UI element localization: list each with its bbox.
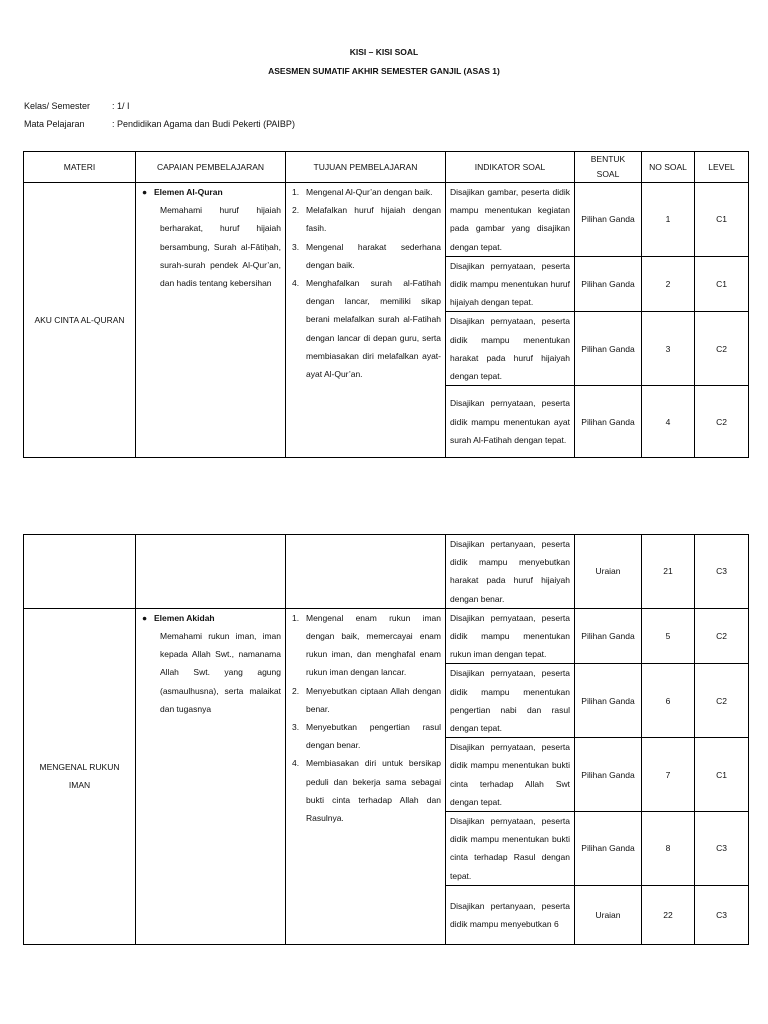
level-cell: C1 <box>695 256 749 312</box>
bentuk-cell: Uraian <box>575 535 642 609</box>
level-cell: C3 <box>695 535 749 609</box>
bentuk-cell: Pilihan Ganda <box>575 183 642 257</box>
table-row <box>24 183 749 257</box>
kisi-table-2 <box>23 534 749 945</box>
indikator-cell: Disajikan pernyataan, peserta didik mampu menentukan ayat surah Al-Fatihah dengan tepat. <box>446 386 575 458</box>
indikator-cell: Disajikan pernyataan, peserta didik mampu menentukan rukun iman dengan tepat. <box>446 608 575 664</box>
no-soal-cell: 8 <box>642 812 695 886</box>
meta-mapel <box>24 119 295 129</box>
col-header-tujuan: TUJUAN PEMBELAJARAN <box>286 152 446 183</box>
bentuk-cell: Pilihan Ganda <box>575 812 642 886</box>
no-soal-cell: 2 <box>642 256 695 312</box>
indikator-cell: Disajikan pertanyaan, peserta didik mampu menyebutkan 6 <box>446 885 575 944</box>
tujuan-list <box>290 183 441 383</box>
level-cell: C2 <box>695 312 749 386</box>
bentuk-cell: Pilihan Ganda <box>575 664 642 738</box>
capaian-cell <box>136 183 286 458</box>
table-header-row <box>24 152 749 183</box>
tujuan-item: 4. Menghafalkan surah al-Fatihah dengan lancar, memiliki sikap berani melafalkan surah al-Fatihah dengan lancar di depan guru, serta membiasakan diri melafalkan ayat-ayat Al-Qur’an. <box>292 278 441 380</box>
tujuan-cell <box>286 183 446 458</box>
kisi-table-1 <box>23 151 749 458</box>
document-subtitle: ASESMEN SUMATIF AKHIR SEMESTER GANJIL (ASAS 1) <box>268 66 500 76</box>
capaian-body: Memahami rukun iman, iman kepada Allah Swt., namanama Allah Swt. yang agung (asmaulhusna), serta malaikat dan tugasnya <box>160 631 281 714</box>
no-soal-cell: 3 <box>642 312 695 386</box>
tujuan-item: 1. Mengenal enam rukun iman dengan baik, memercayai enam rukun iman, dan menghafal enam rukun iman dengan lancar. <box>292 612 441 678</box>
capaian-title: ● Elemen Akidah <box>142 612 215 623</box>
level-cell: C3 <box>695 885 749 944</box>
no-soal-cell: 4 <box>642 386 695 458</box>
bentuk-cell: Pilihan Ganda <box>575 738 642 812</box>
level-cell: C2 <box>695 664 749 738</box>
table-row <box>24 608 749 664</box>
bentuk-cell: Uraian <box>575 885 642 944</box>
col-header-indikator: INDIKATOR SOAL <box>446 152 575 183</box>
materi-cell: MENGENAL RUKUN IMAN <box>24 608 136 944</box>
indikator-cell: Disajikan pernyataan, peserta didik mampu menentukan huruf hijaiyah dengan tepat. <box>446 256 575 312</box>
no-soal-cell: 21 <box>642 535 695 609</box>
no-soal-cell: 6 <box>642 664 695 738</box>
level-cell: C1 <box>695 183 749 257</box>
no-soal-cell: 22 <box>642 885 695 944</box>
capaian-cell-empty <box>136 535 286 609</box>
col-header-no: NO SOAL <box>642 152 695 183</box>
materi-cell: AKU CINTA AL-QURAN <box>24 183 136 458</box>
no-soal-cell: 1 <box>642 183 695 257</box>
indikator-cell: Disajikan pertanyaan, peserta didik mampu menyebutkan harakat pada huruf hijaiyah dengan benar. <box>446 535 575 609</box>
capaian-cell <box>136 608 286 944</box>
tujuan-cell <box>286 608 446 944</box>
tujuan-item: 2. Melafalkan huruf hijaiah dengan fasih. <box>292 205 441 234</box>
bentuk-cell: Pilihan Ganda <box>575 312 642 386</box>
col-header-level: LEVEL <box>695 152 749 183</box>
mapel-value: : Pendidikan Agama dan Budi Pekerti (PAIBP) <box>112 119 295 129</box>
tujuan-item: 1. Mengenal Al-Qur’an dengan baik. <box>292 187 433 197</box>
bentuk-cell: Pilihan Ganda <box>575 608 642 664</box>
no-soal-cell: 5 <box>642 608 695 664</box>
kelas-label: Kelas/ Semester <box>24 101 91 111</box>
capaian-title: ● Elemen Al-Quran <box>142 187 223 197</box>
tujuan-list <box>290 609 441 827</box>
indikator-cell: Disajikan pernyataan, peserta didik mampu menentukan pengertian nabi dan rasul dengan tepat. <box>446 664 575 738</box>
col-header-materi: MATERI <box>24 152 136 183</box>
meta-kelas <box>24 101 130 111</box>
bentuk-cell: Pilihan Ganda <box>575 386 642 458</box>
table-row <box>24 535 749 609</box>
level-cell: C3 <box>695 812 749 886</box>
indikator-cell: Disajikan gambar, peserta didik mampu menentukan kegiatan pada gambar yang disajikan dengan tepat. <box>446 183 575 257</box>
tujuan-item: 3. Menyebutkan pengertian rasul dengan benar. <box>292 722 441 751</box>
indikator-cell: Disajikan pernyataan, peserta didik mampu menentukan bukti cinta terhadap Allah Swt dengan tepat. <box>446 738 575 812</box>
bentuk-cell: Pilihan Ganda <box>575 256 642 312</box>
indikator-cell: Disajikan pernyataan, peserta didik mampu menentukan bukti cinta terhadap Rasul dengan tepat. <box>446 812 575 886</box>
tujuan-item: 2. Menyebutkan ciptaan Allah dengan benar. <box>292 685 441 714</box>
level-cell: C1 <box>695 738 749 812</box>
col-header-capaian: CAPAIAN PEMBELAJARAN <box>136 152 286 183</box>
mapel-label: Mata Pelajaran <box>24 119 85 129</box>
capaian-body: Memahami huruf hijaiah berharakat, huruf hijaiah bersambung, Surah al-Fātiḥah, surah-surah pendek Al-Qur’an, dan hadis tentang kebersihan <box>160 205 281 289</box>
no-soal-cell: 7 <box>642 738 695 812</box>
document-title: KISI – KISI SOAL <box>349 47 419 57</box>
tujuan-item: 3. Mengenal harakat sederhana dengan baik. <box>292 241 441 270</box>
materi-cell-empty <box>24 535 136 609</box>
level-cell: C2 <box>695 386 749 458</box>
tujuan-cell-empty <box>286 535 446 609</box>
indikator-cell: Disajikan pernyataan, peserta didik mampu menentukan harakat pada huruf hijaiyah dengan tepat. <box>446 312 575 386</box>
kelas-value: : 1/ I <box>112 101 130 111</box>
level-cell: C2 <box>695 608 749 664</box>
tujuan-item: 4. Membiasakan diri untuk bersikap peduli dan bekerja sama sebagai bukti cinta terhadap Allah dan Rasulnya. <box>292 758 441 824</box>
col-header-bentuk: BENTUK SOAL <box>575 152 642 183</box>
